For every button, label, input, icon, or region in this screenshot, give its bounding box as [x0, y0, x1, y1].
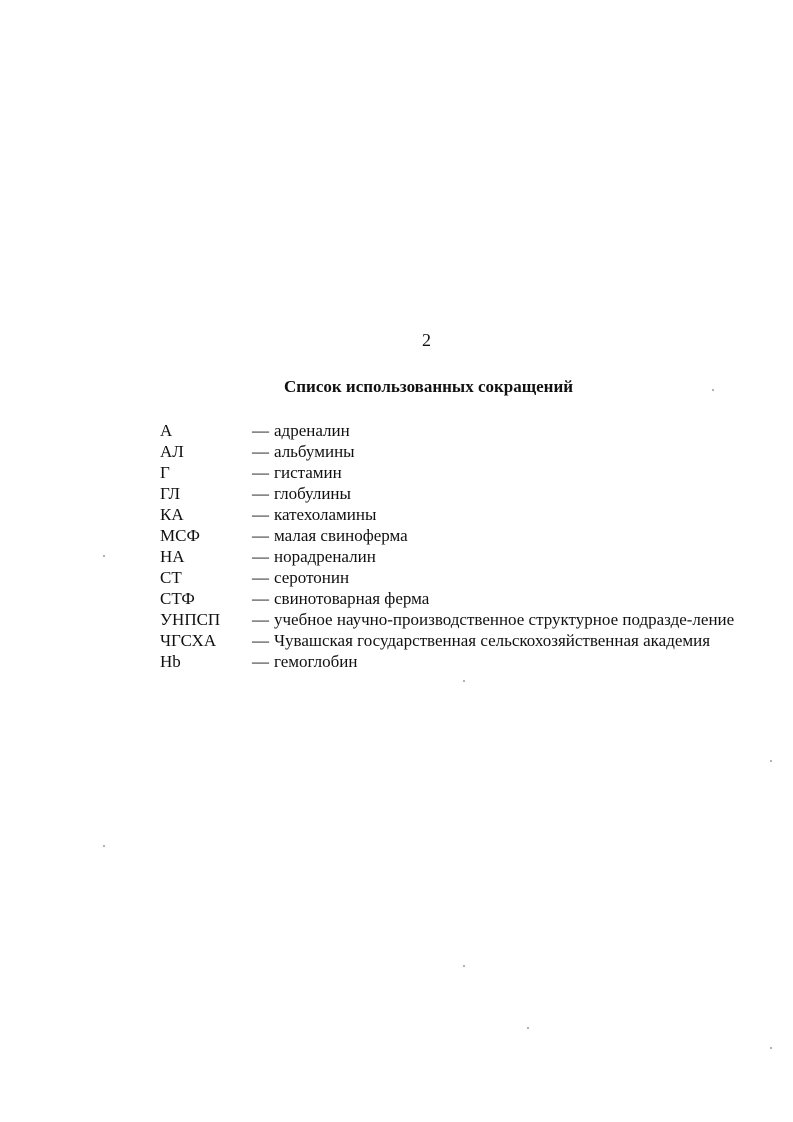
dash-separator: — — [252, 589, 269, 608]
dash-separator: — — [252, 631, 269, 650]
abbreviation-row — [160, 609, 740, 630]
abbreviation-row — [160, 546, 740, 567]
abbreviation-term: УНПСП — [160, 610, 221, 629]
abbreviation-term: ГЛ — [160, 484, 181, 503]
abbreviation-definition — [252, 462, 740, 483]
abbreviation-term: А — [160, 421, 173, 440]
abbreviation-term: АЛ — [160, 442, 184, 461]
scan-speck — [712, 389, 714, 391]
definition-text: адреналин — [274, 421, 350, 440]
abbreviation-definition — [252, 546, 740, 567]
scan-speck — [463, 680, 465, 682]
abbreviation-row — [160, 651, 740, 672]
abbreviation-term: НА — [160, 547, 185, 566]
dash-separator: — — [252, 421, 269, 440]
scan-speck — [527, 1027, 529, 1029]
definition-text: норадреналин — [274, 547, 376, 566]
scan-speck — [103, 555, 105, 557]
abbreviation-definition — [252, 441, 740, 462]
abbreviation-term: ЧГСХА — [160, 631, 217, 650]
abbreviation-row — [160, 441, 740, 462]
abbreviation-row — [160, 420, 740, 441]
dash-separator: — — [252, 610, 269, 629]
dash-separator: — — [252, 652, 269, 671]
abbreviation-term: СТ — [160, 568, 182, 587]
dash-separator: — — [252, 484, 269, 503]
abbreviation-definition — [252, 630, 740, 651]
abbreviation-definition — [252, 483, 740, 504]
definition-text: катехоламины — [274, 505, 377, 524]
definition-text: свинотоварная ферма — [274, 589, 430, 608]
abbreviation-definition — [252, 525, 740, 546]
abbreviation-definition — [252, 504, 740, 525]
page-number: 2 — [422, 330, 431, 350]
definition-text: гистамин — [274, 463, 342, 482]
abbreviation-list — [160, 420, 740, 672]
abbreviation-term: СТФ — [160, 589, 195, 608]
abbreviation-row — [160, 483, 740, 504]
abbreviation-term: КА — [160, 505, 184, 524]
abbreviation-row — [160, 525, 740, 546]
scan-speck — [770, 1047, 772, 1049]
abbreviation-row — [160, 504, 740, 525]
dash-separator: — — [252, 442, 269, 461]
abbreviation-definition — [252, 651, 740, 672]
abbreviation-row — [160, 567, 740, 588]
scan-speck — [770, 760, 772, 762]
abbreviation-row — [160, 588, 740, 609]
dash-separator: — — [252, 547, 269, 566]
definition-text: серотонин — [274, 568, 350, 587]
abbreviation-term: МСФ — [160, 526, 200, 545]
dash-separator: — — [252, 526, 269, 545]
abbreviation-row — [160, 462, 740, 483]
dash-separator: — — [252, 505, 269, 524]
dash-separator: — — [252, 568, 269, 587]
abbreviation-definition — [252, 567, 740, 588]
abbreviation-definition — [252, 588, 740, 609]
definition-text: малая свиноферма — [274, 526, 408, 545]
abbreviation-definition — [252, 609, 740, 630]
definition-text: гемоглобин — [274, 652, 358, 671]
abbreviation-row — [160, 630, 740, 651]
dash-separator: — — [252, 463, 269, 482]
abbreviation-term: Hb — [160, 652, 181, 671]
definition-text: Чувашская государственная сельскохозяйственная академия — [274, 631, 711, 650]
scan-speck — [463, 965, 465, 967]
scan-speck — [103, 845, 105, 847]
definition-text: глобулины — [274, 484, 351, 503]
definition-text: альбумины — [274, 442, 355, 461]
page-title: Список использованных сокращений — [283, 377, 574, 396]
abbreviation-definition — [252, 420, 740, 441]
definition-text: учебное научно-производственное структурное подразде-ление — [274, 610, 735, 629]
abbreviation-term: Г — [160, 463, 170, 482]
